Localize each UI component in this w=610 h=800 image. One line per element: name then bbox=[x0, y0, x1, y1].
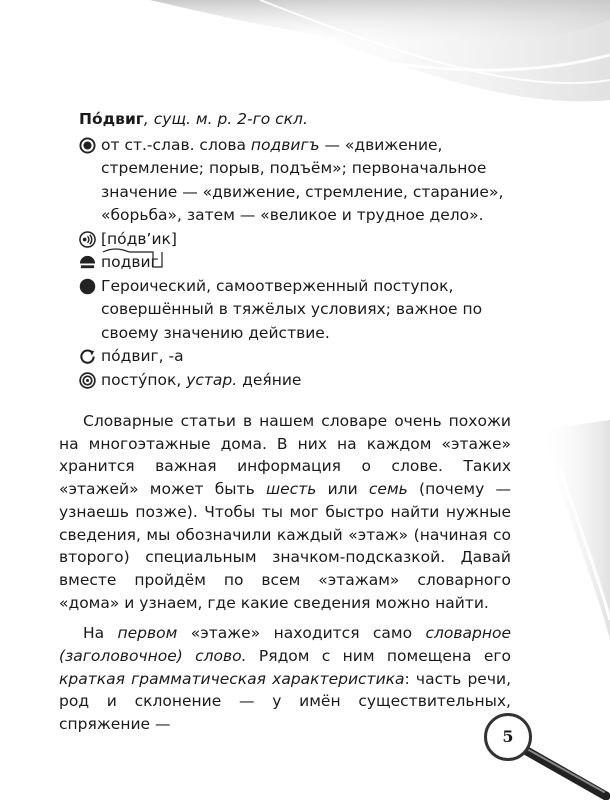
target-icon bbox=[79, 137, 96, 154]
double-ring-icon bbox=[79, 372, 96, 389]
morphemes-row bbox=[79, 251, 529, 275]
forms-row bbox=[79, 345, 529, 369]
pronunciation-text: [по́дв’ик] bbox=[101, 229, 177, 248]
synonym-mark: устар. bbox=[186, 370, 238, 389]
meaning-text: Героический, самоотверженный поступок, совершённый в тяжёлых условиях; важное по своему значению действие. bbox=[101, 276, 483, 342]
etymology-row bbox=[79, 134, 529, 228]
p1-segment-1: Словарные статьи в нашем словаре очень похожи на многоэтажные дома. В них на каждом «этаже» хранится важная информация о слове. Таких «этажей» может быть bbox=[59, 412, 511, 499]
filled-circle-icon bbox=[79, 278, 96, 295]
paragraph-1 bbox=[59, 410, 511, 614]
p1-italic-2: семь bbox=[368, 480, 408, 499]
p2-italic-2: словарное (заголовочное) слово. bbox=[59, 624, 511, 666]
p2-segment-4: : часть речи, род и склонение — у имён существительных, спряжение — bbox=[59, 669, 512, 734]
p2-segment-1: На bbox=[83, 624, 118, 643]
refresh-icon bbox=[79, 348, 96, 365]
morphemes-text: подвиг bbox=[101, 253, 159, 271]
etymology-text-end: — «движение, стремление; порыв, подъём»; первоначальное значение — «движение, стремление, старание», «борьба», затем — «великое и трудное дело». bbox=[101, 135, 504, 224]
paragraph-2 bbox=[59, 622, 511, 736]
synonym-word-1: посту́пок, bbox=[101, 370, 187, 389]
p2-segment-2: «этаже» находится само bbox=[177, 624, 426, 643]
p2-italic-3: краткая грамматическая характеристика bbox=[59, 669, 405, 688]
synonyms-row bbox=[79, 369, 529, 393]
sound-icon bbox=[79, 231, 96, 248]
p1-segment-2: или bbox=[316, 480, 369, 499]
dictionary-entry bbox=[79, 108, 529, 392]
synonym-word-2: дея́ние bbox=[237, 370, 302, 389]
p2-italic-1: первом bbox=[117, 624, 178, 643]
forms-text: по́двиг, -а bbox=[101, 347, 184, 365]
p1-italic-1: шесть bbox=[265, 480, 317, 499]
meaning-row bbox=[79, 275, 529, 346]
page-number: 5 bbox=[484, 713, 532, 761]
morphemes-text-wrap bbox=[101, 251, 159, 275]
grammar-note: , сущ. м. р. 2-го скл. bbox=[143, 110, 308, 128]
body-text bbox=[59, 410, 511, 736]
headword: По́двиг bbox=[79, 110, 144, 128]
etymology-text-start: от ст.-слав. слова bbox=[101, 135, 251, 154]
p1-segment-3: (почему — узнаешь позже). Чтобы ты мог быстро найти нужные сведения, мы обозначили каждый «этаж» (начиная со второго) специальным значком-подсказкой. Давай вместе пройдём по всем «этажам» словарного «дома» и узнаем, где какие сведения можно найти. bbox=[59, 480, 511, 612]
morpheme-marks bbox=[101, 247, 166, 273]
p2-segment-3: Рядом с ним помещена его bbox=[246, 647, 511, 666]
morpheme-icon bbox=[79, 254, 96, 271]
etymology-word: подвигъ bbox=[250, 135, 320, 154]
entry-headline bbox=[79, 108, 529, 132]
